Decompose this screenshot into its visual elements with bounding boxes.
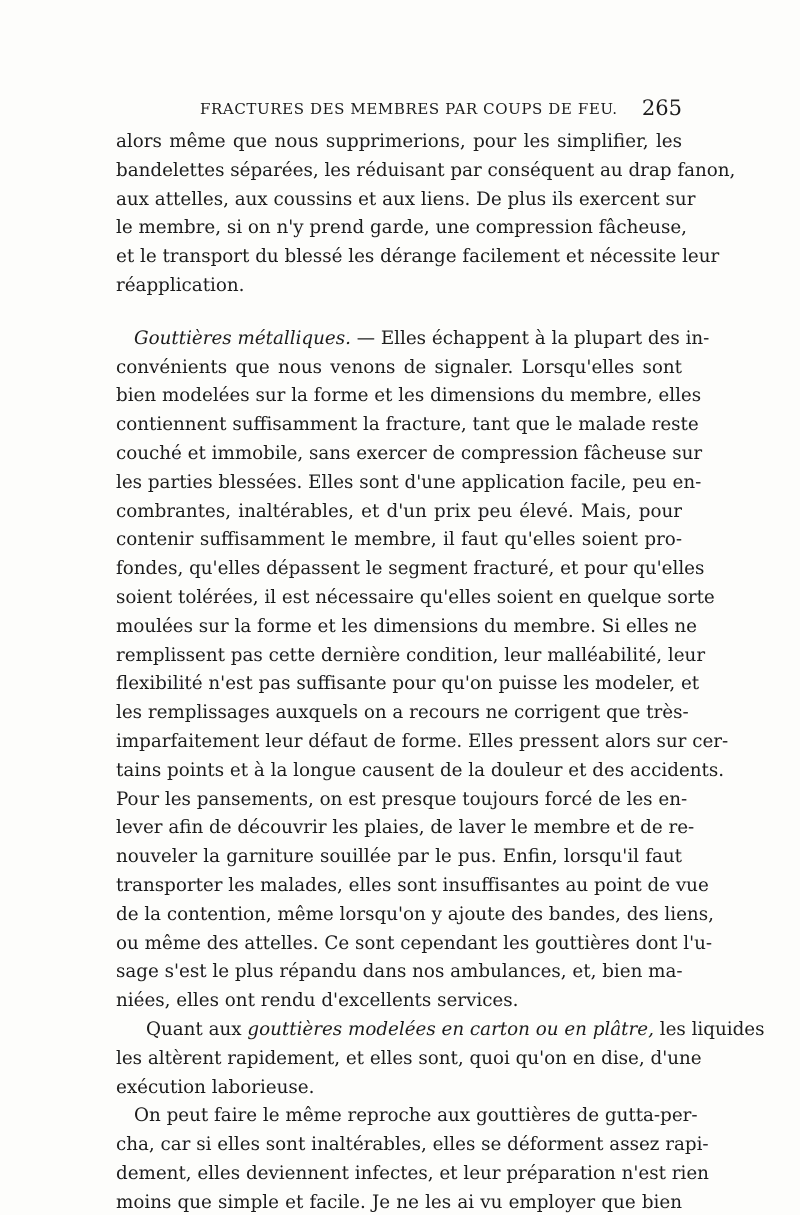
text-line: imparfaitement leur défaut de forme. Elles pressent alors sur cer- [116, 730, 729, 752]
text-line: fondes, qu'elles dépassent le segment fracturé, et pour qu'elles [116, 558, 705, 580]
text-line: aux attelles, aux coussins et aux liens. De plus ils exercent sur [116, 188, 696, 210]
text-line: alors même que nous supprimerions, pour les simplifier, les [116, 131, 682, 152]
page-number: 265 [641, 96, 682, 120]
text-line: de la contention, même lorsqu'on y ajoute des bandes, des liens, [116, 903, 714, 925]
para2-rest: les liquides [653, 1018, 765, 1040]
body-text [116, 128, 765, 1217]
text-line: combrantes, inaltérables, et d'un prix peu élevé. Mais, pour [116, 500, 682, 522]
running-head [116, 96, 682, 124]
para2-italic: gouttières modelées en carton ou en plâtre, [247, 1018, 654, 1040]
text-line: le membre, si on n'y prend garde, une compression fâcheuse, [116, 217, 687, 239]
text-line: moulées sur la forme et les dimensions du membre. Si elles ne [116, 615, 698, 637]
text-line: tains points et à la longue causent de la douleur et des accidents. [116, 759, 725, 781]
text-line: moins que simple et facile. Je ne les ai vu employer que bien [116, 1191, 682, 1213]
text-line: exécution laborieuse. [116, 1076, 315, 1098]
text-line: transporter les malades, elles sont insuffisantes au point de vue [116, 874, 709, 896]
text-line: contenir suffisamment le membre, il faut qu'elles soient pro- [116, 529, 682, 551]
text-line: convénients que nous venons de signaler. Lorsqu'elles sont [116, 356, 682, 378]
text-line: contiennent suffisamment la fracture, tant que le malade reste [116, 414, 699, 436]
text-line: nouveler la garniture souillée par le pus. Enfin, lorsqu'il faut [116, 846, 682, 868]
text-line: les remplissages auxquels on a recours ne corrigent que très- [116, 702, 689, 724]
text-line: sage s'est le plus répandu dans nos ambulances, et, bien ma- [116, 961, 683, 983]
running-title: FRACTURES DES MEMBRES PAR COUPS DE FEU. [200, 100, 618, 118]
text-line: niées, elles ont rendu d'excellents services. [116, 990, 519, 1012]
text-line: Pour les pansements, on est presque toujours forcé de les en- [116, 788, 688, 810]
section-heading-rest: — Elles échappent à la plupart des in- [350, 327, 710, 349]
text-line: couché et immobile, sans exercer de compression fâcheuse sur [116, 442, 703, 464]
text-line: lever afin de découvrir les plaies, de laver le membre et de re- [116, 817, 695, 839]
text-line: bien modelées sur la forme et les dimensions du membre, elles [116, 385, 702, 407]
para2-start: Quant aux [146, 1018, 248, 1040]
text-line: flexibilité n'est pas suffisante pour qu'on puisse les modeler, et [116, 673, 700, 695]
text-line: dement, elles deviennent infectes, et leur préparation n'est rien [116, 1162, 709, 1184]
text-line: bandelettes séparées, les réduisant par conséquent au drap fanon, [116, 159, 736, 181]
text-line: et le transport du blessé les dérange facilement et nécessite leur [116, 246, 720, 268]
text-line: cha, car si elles sont inaltérables, elles se déforment assez rapi- [116, 1134, 709, 1156]
paragraph-start-line [116, 1016, 765, 1045]
text-line: ou même des attelles. Ce sont cependant les gouttières dont l'u- [116, 932, 713, 954]
text-line: les altèrent rapidement, et elles sont, quoi qu'on en dise, d'une [116, 1047, 702, 1069]
text-line: réapplication. [116, 274, 245, 296]
text-line: les parties blessées. Elles sont d'une application facile, peu en- [116, 471, 702, 493]
text-line: soient tolérées, il est nécessaire qu'elles soient en quelque sorte [116, 586, 715, 608]
section-heading-line [116, 325, 710, 354]
text-line: remplissent pas cette dernière condition, leur malléabilité, leur [116, 644, 706, 666]
section-heading: Gouttières métalliques. [134, 327, 351, 349]
paragraph-start-line: On peut faire le même reproche aux gouttières de gutta-per- [134, 1105, 698, 1127]
